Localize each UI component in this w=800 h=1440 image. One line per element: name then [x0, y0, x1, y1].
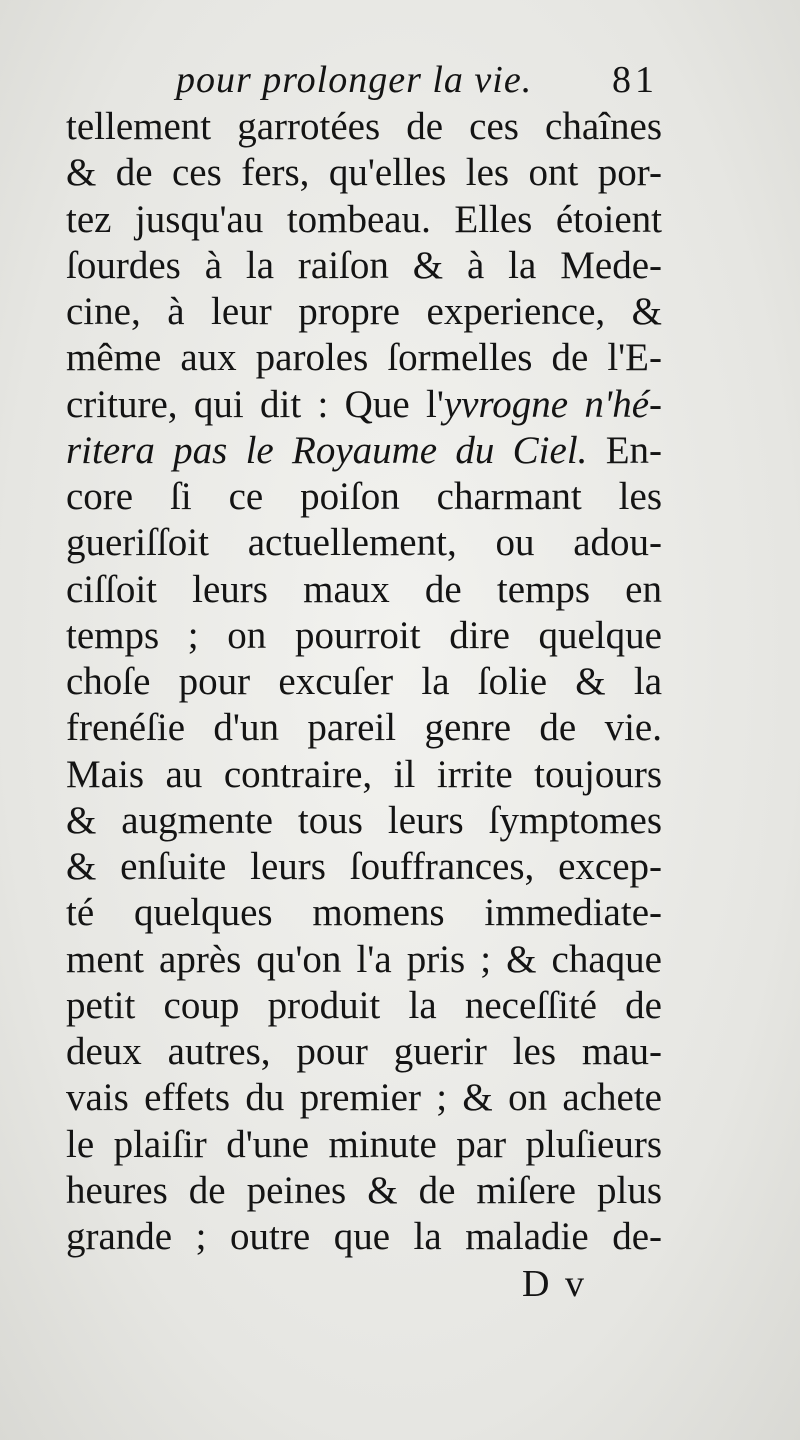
- text-line-3: tez jusqu'au tombeau. Elles étoient: [66, 197, 662, 241]
- text-line-18: té quelques momens immediate-: [66, 891, 662, 935]
- text-line-21: deux autres, pour guerir les mau-: [66, 1030, 662, 1073]
- text-line-14: frenéſie d'un pareil genre de vie.: [66, 706, 662, 750]
- text-line-19: ment après qu'on l'a pris ; & chaque: [66, 937, 662, 981]
- text-line-8: [66, 428, 662, 474]
- text-line-23: le plaiſir d'une minute par pluſieurs: [66, 1122, 662, 1166]
- text-line-22: vais effets du premier ; & on achete: [66, 1076, 662, 1120]
- text-line-2: & de ces fers, qu'elles les ont por-: [66, 151, 662, 195]
- text-line-25: grande ; outre que la maladie de-: [66, 1215, 662, 1258]
- text-line-16: & augmente tous leurs ſymptomes: [66, 798, 662, 842]
- text-line-15: Mais au contraire, il irrite toujours: [66, 752, 662, 796]
- text-line-5: cine, à leur propre experience, &: [66, 290, 662, 333]
- page-header: [0, 58, 800, 108]
- text-line-24: heures de peines & de miſere plus: [66, 1168, 662, 1212]
- page-number: 81: [612, 59, 658, 101]
- text-line-7-italic: yvrogne n'hé-: [443, 382, 662, 426]
- text-line-20: petit coup produit la neceſſité de: [66, 983, 662, 1027]
- text-line-10: gueriſſoit actuellement, ou adou-: [66, 521, 662, 565]
- text-line-7: [66, 382, 662, 428]
- text-line-8-italic: ritera pas le: [66, 428, 274, 472]
- text-line-9: core ſi ce poiſon charmant les: [66, 475, 662, 518]
- text-line-6: même aux paroles ſormelles de l'E-: [66, 336, 662, 380]
- text-line-1: tellement garrotées de ces chaînes: [66, 105, 662, 148]
- text-line-7-roman: criture, qui dit : Que l': [66, 382, 444, 426]
- signature-mark: D v: [522, 1263, 587, 1305]
- text-line-11: ciſſoit leurs maux de temps en: [66, 567, 662, 611]
- text-line-13: choſe pour excuſer la ſolie & la: [66, 660, 662, 703]
- running-title: pour prolonger la vie.: [176, 59, 533, 101]
- body-text: [66, 104, 662, 1260]
- text-line-8-tail: En-: [605, 428, 662, 472]
- text-line-12: temps ; on pourroit dire quelque: [66, 613, 662, 657]
- text-line-8-italic-2: Royaume du Ciel.: [292, 428, 588, 472]
- text-line-17: & enſuite leurs ſouffrances, excep-: [66, 845, 662, 888]
- text-line-4: ſourdes à la raiſon & à la Mede-: [66, 243, 662, 287]
